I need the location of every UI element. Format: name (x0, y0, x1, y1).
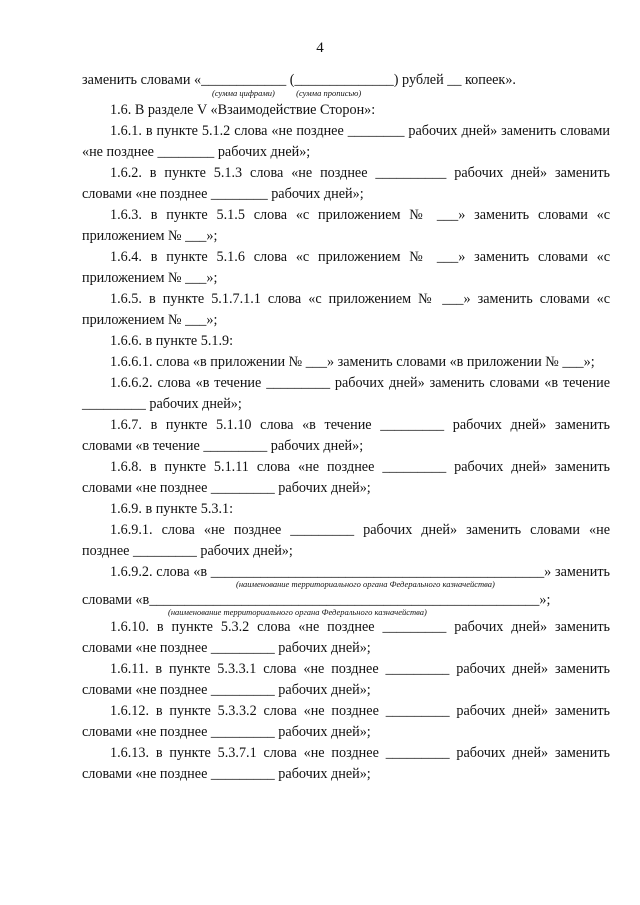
intro-line: заменить словами «____________ (______________) рублей __ копеек». (82, 72, 516, 88)
item-1-6-7: 1.6.7. в пункте 5.1.10 слова «в течение _________ рабочих дней» заменить словами «в течение _________ рабочих дней»; (82, 417, 610, 454)
item-1-6-3: 1.6.3. в пункте 5.1.5 слова «с приложением № ___» заменить словами «с приложением № ___»; (82, 207, 610, 244)
item-1-6-13: 1.6.13. в пункте 5.3.7.1 слова «не позднее _________ рабочих дней» заменить словами «не позднее _________ рабочих дней»; (82, 745, 610, 782)
item-1-6-11: 1.6.11. в пункте 5.3.3.1 слова «не позднее _________ рабочих дней» заменить словами «не позднее _________ рабочих дней»; (82, 661, 610, 698)
item-1-6-9-2-line2: словами «в_______________________________________________________»; (82, 592, 551, 608)
item-1-6-10: 1.6.10. в пункте 5.3.2 слова «не позднее _________ рабочих дней» заменить словами «не позднее _________ рабочих дней»; (82, 619, 610, 656)
item-1-6-6: 1.6.6. в пункте 5.1.9: (110, 333, 234, 349)
item-1-6-6-1: 1.6.6.1. слова «в приложении № ___» заменить словами «в приложении № ___»; (110, 354, 595, 370)
document-body (82, 70, 610, 785)
page-number: 4 (316, 40, 324, 56)
item-1-6-4: 1.6.4. в пункте 5.1.6 слова «с приложением № ___» заменить словами «с приложением № ___»; (82, 249, 610, 286)
item-1-6-1: 1.6.1. в пункте 5.1.2 слова «не позднее ________ рабочих дней» заменить словами «не позднее ________ рабочих дней»; (82, 123, 610, 160)
item-1-6-9-1: 1.6.9.1. слова «не позднее _________ рабочих дней» заменить словами «не позднее _________ рабочих дней»; (82, 522, 610, 559)
item-1-6-9-2: 1.6.9.2. слова «в _______________________________________________» заменить (110, 564, 610, 580)
intro-caption: (сумма цифрами) (сумма прописью) (212, 88, 362, 98)
item-1-6-2: 1.6.2. в пункте 5.1.3 слова «не позднее __________ рабочих дней» заменить словами «не позднее ________ рабочих дней»; (82, 165, 610, 202)
item-1-6-8: 1.6.8. в пункте 5.1.11 слова «не позднее _________ рабочих дней» заменить словами «не позднее _________ рабочих дней»; (82, 459, 610, 496)
item-1-6-9: 1.6.9. в пункте 5.3.1: (110, 501, 234, 517)
item-1-6-9-2-caption2: (наименование территориального органа Федерального казначейства) (168, 607, 427, 617)
item-1-6-9-2-caption: (наименование территориального органа Федерального казначейства) (236, 579, 495, 589)
item-1-6-6-2: 1.6.6.2. слова «в течение _________ рабочих дней» заменить словами «в течение _________ рабочих дней»; (82, 375, 610, 412)
item-1-6-12: 1.6.12. в пункте 5.3.3.2 слова «не позднее _________ рабочих дней» заменить словами «не позднее _________ рабочих дней»; (82, 703, 610, 740)
item-1-6: 1.6. В разделе V «Взаимодействие Сторон»: (110, 102, 376, 118)
item-1-6-5: 1.6.5. в пункте 5.1.7.1.1 слова «с приложением № ___» заменить словами «с приложением № ___»; (82, 291, 610, 328)
